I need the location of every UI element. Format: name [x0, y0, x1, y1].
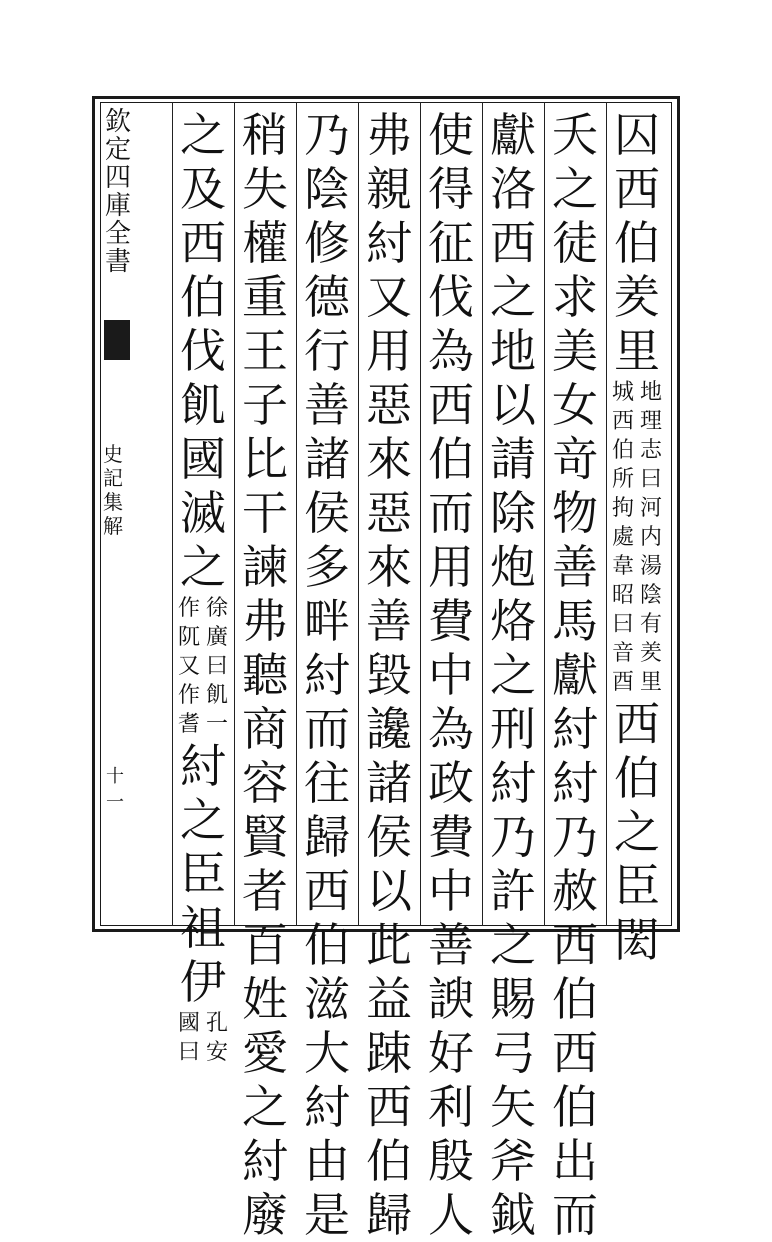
- glyph: 為: [428, 324, 474, 378]
- commentary-right-line: [638, 378, 664, 697]
- glyph: 弓: [490, 1026, 536, 1080]
- glyph: 韋: [611, 554, 634, 579]
- glyph: 曰: [639, 467, 662, 492]
- glyph: 許: [490, 864, 536, 918]
- glyph: 善: [428, 918, 474, 972]
- glyph: 獻: [552, 648, 598, 702]
- glyph: 而: [552, 1188, 598, 1242]
- commentary-left-line: [176, 1009, 202, 1067]
- glyph: 紂: [180, 739, 226, 793]
- glyph: 音: [611, 641, 634, 666]
- glyph: 飢: [205, 683, 228, 708]
- glyph: 又: [177, 654, 200, 679]
- glyph: 之: [490, 918, 536, 972]
- glyph: 西: [180, 216, 226, 270]
- main-text: [177, 739, 229, 1009]
- text-column: [358, 108, 420, 1242]
- glyph: 賜: [490, 972, 536, 1026]
- glyph: 人: [428, 1188, 474, 1242]
- glyph: 求: [552, 270, 598, 324]
- column-rule: [482, 102, 483, 926]
- glyph: 比: [242, 432, 288, 486]
- glyph: 西: [614, 697, 660, 751]
- commentary-note: [176, 1009, 230, 1067]
- glyph: 請: [490, 432, 536, 486]
- glyph: 來: [366, 432, 412, 486]
- glyph: 此: [366, 918, 412, 972]
- commentary-note: [176, 594, 230, 739]
- column-rule: [358, 102, 359, 926]
- glyph: 踈: [366, 1026, 412, 1080]
- glyph: 河: [639, 496, 662, 521]
- text-column: [544, 108, 606, 1242]
- glyph: 刑: [490, 702, 536, 756]
- glyph: 伯: [304, 918, 350, 972]
- glyph: 伯: [428, 432, 474, 486]
- glyph: 多: [304, 540, 350, 594]
- glyph: 伯: [180, 270, 226, 324]
- glyph: 以: [490, 378, 536, 432]
- glyph: 重: [242, 270, 288, 324]
- glyph: 乃: [304, 108, 350, 162]
- text-column: [482, 108, 544, 1242]
- glyph: 伯: [552, 1080, 598, 1134]
- glyph: 為: [428, 702, 474, 756]
- glyph: 西: [428, 378, 474, 432]
- glyph: 祖: [180, 901, 226, 955]
- glyph: 侯: [366, 810, 412, 864]
- glyph: 耆: [177, 712, 200, 737]
- glyph: 征: [428, 216, 474, 270]
- glyph: 女: [552, 378, 598, 432]
- glyph: 伐: [428, 270, 474, 324]
- glyph: 史: [103, 442, 123, 466]
- glyph: 國: [177, 1011, 200, 1036]
- glyph: 昭: [611, 583, 634, 608]
- glyph: 弗: [242, 594, 288, 648]
- glyph: 及: [180, 162, 226, 216]
- glyph: 内: [639, 525, 662, 550]
- glyph: 是: [304, 1188, 350, 1242]
- glyph: 志: [639, 438, 662, 463]
- glyph: 畔: [304, 594, 350, 648]
- glyph: 毀: [366, 648, 412, 702]
- glyph: 用: [366, 324, 412, 378]
- column-rule: [172, 102, 173, 926]
- glyph: 利: [428, 1080, 474, 1134]
- main-text: [301, 108, 353, 1242]
- glyph: 費: [428, 594, 474, 648]
- glyph: 歸: [304, 810, 350, 864]
- glyph: 臣: [614, 859, 660, 913]
- book-title-margin: [104, 108, 132, 276]
- glyph: 廣: [205, 625, 228, 650]
- text-column: [296, 108, 358, 1242]
- glyph: 伯: [614, 216, 660, 270]
- glyph: 伐: [180, 324, 226, 378]
- glyph: 之: [180, 793, 226, 847]
- glyph: 子: [242, 378, 288, 432]
- glyph: 作: [177, 596, 200, 621]
- glyph: 有: [639, 612, 662, 637]
- text-column: [606, 108, 668, 967]
- glyph: 庫: [104, 191, 131, 221]
- column-rule: [420, 102, 421, 926]
- glyph: 稍: [242, 108, 288, 162]
- main-text: [611, 697, 663, 967]
- glyph: 王: [242, 324, 288, 378]
- glyph: 西: [611, 409, 634, 434]
- glyph: 西: [490, 216, 536, 270]
- glyph: 諫: [242, 540, 288, 594]
- glyph: 伊: [180, 955, 226, 1009]
- glyph: 中: [428, 864, 474, 918]
- glyph: 之: [180, 108, 226, 162]
- page-number: 十一: [106, 766, 124, 813]
- glyph: 欽: [104, 107, 131, 137]
- glyph: 理: [639, 409, 662, 434]
- glyph: 親: [366, 162, 412, 216]
- glyph: 商: [242, 702, 288, 756]
- text-column: [172, 108, 234, 1065]
- glyph: 侯: [304, 486, 350, 540]
- glyph: 失: [242, 162, 288, 216]
- glyph: 又: [366, 270, 412, 324]
- glyph: 由: [304, 1134, 350, 1188]
- glyph: 集: [103, 490, 123, 514]
- glyph: 記: [103, 466, 123, 490]
- glyph: 而: [304, 702, 350, 756]
- glyph: 所: [611, 467, 634, 492]
- glyph: 諸: [304, 432, 350, 486]
- glyph: 伯: [611, 438, 634, 463]
- glyph: 好: [428, 1026, 474, 1080]
- glyph: 羑: [614, 270, 660, 324]
- glyph: 愛: [242, 1026, 288, 1080]
- column-rule: [606, 102, 607, 926]
- commentary-right-line: [204, 1009, 230, 1067]
- glyph: 滅: [180, 486, 226, 540]
- column-rule: [544, 102, 545, 926]
- commentary-note: [610, 378, 664, 697]
- glyph: 除: [490, 486, 536, 540]
- glyph: 夭: [552, 108, 598, 162]
- glyph: 全: [104, 219, 131, 249]
- glyph: 西: [552, 918, 598, 972]
- main-text: [177, 108, 229, 594]
- glyph: 行: [304, 324, 350, 378]
- glyph: 聽: [242, 648, 288, 702]
- glyph: 之: [490, 648, 536, 702]
- glyph: 中: [428, 648, 474, 702]
- glyph: 紂: [490, 756, 536, 810]
- glyph: 賢: [242, 810, 288, 864]
- glyph: 陰: [304, 162, 350, 216]
- text-column: [420, 108, 482, 1242]
- glyph: 西: [366, 1080, 412, 1134]
- glyph: 容: [242, 756, 288, 810]
- glyph: 殷: [428, 1134, 474, 1188]
- glyph: 地: [639, 380, 662, 405]
- commentary-left-line: [176, 594, 202, 739]
- commentary-right-line: [204, 594, 230, 739]
- main-text: [363, 108, 415, 1242]
- glyph: 竒: [552, 432, 598, 486]
- glyph: 羑: [639, 641, 662, 666]
- glyph: 大: [304, 1026, 350, 1080]
- glyph: 來: [366, 540, 412, 594]
- glyph: 出: [552, 1134, 598, 1188]
- glyph: 干: [242, 486, 288, 540]
- glyph: 善: [552, 540, 598, 594]
- column-rule: [234, 102, 235, 926]
- glyph: 馬: [552, 594, 598, 648]
- glyph: 滋: [304, 972, 350, 1026]
- glyph: 一: [205, 712, 228, 737]
- glyph: 曰: [611, 612, 634, 637]
- glyph: 紂: [366, 216, 412, 270]
- glyph: 獻: [490, 108, 536, 162]
- glyph: 惡: [366, 378, 412, 432]
- glyph: 烙: [490, 594, 536, 648]
- glyph: 鉞: [490, 1188, 536, 1242]
- glyph: 閎: [614, 913, 660, 967]
- glyph: 里: [614, 324, 660, 378]
- glyph: 里: [639, 670, 662, 695]
- glyph: 徒: [552, 216, 598, 270]
- glyph: 洛: [490, 162, 536, 216]
- glyph: 惡: [366, 486, 412, 540]
- glyph: 之: [614, 805, 660, 859]
- glyph: 阢: [177, 625, 200, 650]
- glyph: 徐: [205, 596, 228, 621]
- glyph: 炮: [490, 540, 536, 594]
- glyph: 政: [428, 756, 474, 810]
- glyph: 城: [611, 380, 634, 405]
- glyph: 赦: [552, 864, 598, 918]
- glyph: 歸: [366, 1188, 412, 1242]
- glyph: 美: [552, 324, 598, 378]
- commentary-left-line: [610, 378, 636, 697]
- glyph: 作: [177, 683, 200, 708]
- glyph: 拘: [611, 496, 634, 521]
- glyph: 紂: [552, 702, 598, 756]
- glyph: 安: [205, 1040, 228, 1065]
- glyph: 而: [428, 486, 474, 540]
- glyph: 紂: [242, 1134, 288, 1188]
- glyph: 伯: [552, 972, 598, 1026]
- glyph: 伯: [614, 751, 660, 805]
- glyph: 物: [552, 486, 598, 540]
- glyph: 權: [242, 216, 288, 270]
- glyph: 西: [614, 162, 660, 216]
- glyph: 者: [242, 864, 288, 918]
- glyph: 陰: [639, 583, 662, 608]
- glyph: 百: [242, 918, 288, 972]
- glyph: 修: [304, 216, 350, 270]
- glyph: 湯: [639, 554, 662, 579]
- glyph: 紂: [304, 648, 350, 702]
- glyph: 處: [611, 525, 634, 550]
- glyph: 四: [104, 163, 131, 193]
- glyph: 曰: [177, 1040, 200, 1065]
- glyph: 之: [552, 162, 598, 216]
- main-text: [611, 108, 663, 378]
- glyph: 曰: [205, 654, 228, 679]
- glyph: 廢: [242, 1188, 288, 1242]
- glyph: 諸: [366, 756, 412, 810]
- glyph: 之: [180, 540, 226, 594]
- glyph: 紂: [552, 756, 598, 810]
- glyph: 諛: [428, 972, 474, 1026]
- glyph: 酉: [611, 670, 634, 695]
- text-column: [234, 108, 296, 1242]
- glyph: 解: [103, 514, 123, 538]
- glyph: 紂: [304, 1080, 350, 1134]
- main-text: [425, 108, 477, 1242]
- main-text: [549, 108, 601, 1242]
- glyph: 矢: [490, 1080, 536, 1134]
- glyph: 書: [104, 247, 131, 277]
- glyph: 乃: [552, 810, 598, 864]
- main-text: [239, 108, 291, 1242]
- glyph: 西: [304, 864, 350, 918]
- glyph: 地: [490, 324, 536, 378]
- glyph: 得: [428, 162, 474, 216]
- glyph: 使: [428, 108, 474, 162]
- fishtail-mark-icon: [104, 320, 130, 360]
- glyph: 往: [304, 756, 350, 810]
- glyph: 飢: [180, 378, 226, 432]
- glyph: 姓: [242, 972, 288, 1026]
- glyph: 臣: [180, 847, 226, 901]
- glyph: 斧: [490, 1134, 536, 1188]
- glyph: 國: [180, 432, 226, 486]
- glyph: 弗: [366, 108, 412, 162]
- glyph: 善: [366, 594, 412, 648]
- glyph: 囚: [614, 108, 660, 162]
- glyph: 善: [304, 378, 350, 432]
- glyph: 以: [366, 864, 412, 918]
- glyph: 德: [304, 270, 350, 324]
- glyph: 伯: [366, 1134, 412, 1188]
- glyph: 西: [552, 1026, 598, 1080]
- column-rule: [296, 102, 297, 926]
- glyph: 讒: [366, 702, 412, 756]
- glyph: 之: [242, 1080, 288, 1134]
- glyph: 用: [428, 540, 474, 594]
- glyph: 之: [490, 270, 536, 324]
- glyph: 費: [428, 810, 474, 864]
- volume-label: [100, 442, 126, 538]
- glyph: 孔: [205, 1011, 228, 1036]
- glyph: 益: [366, 972, 412, 1026]
- glyph: 乃: [490, 810, 536, 864]
- glyph: 定: [104, 135, 131, 165]
- main-text: [487, 108, 539, 1242]
